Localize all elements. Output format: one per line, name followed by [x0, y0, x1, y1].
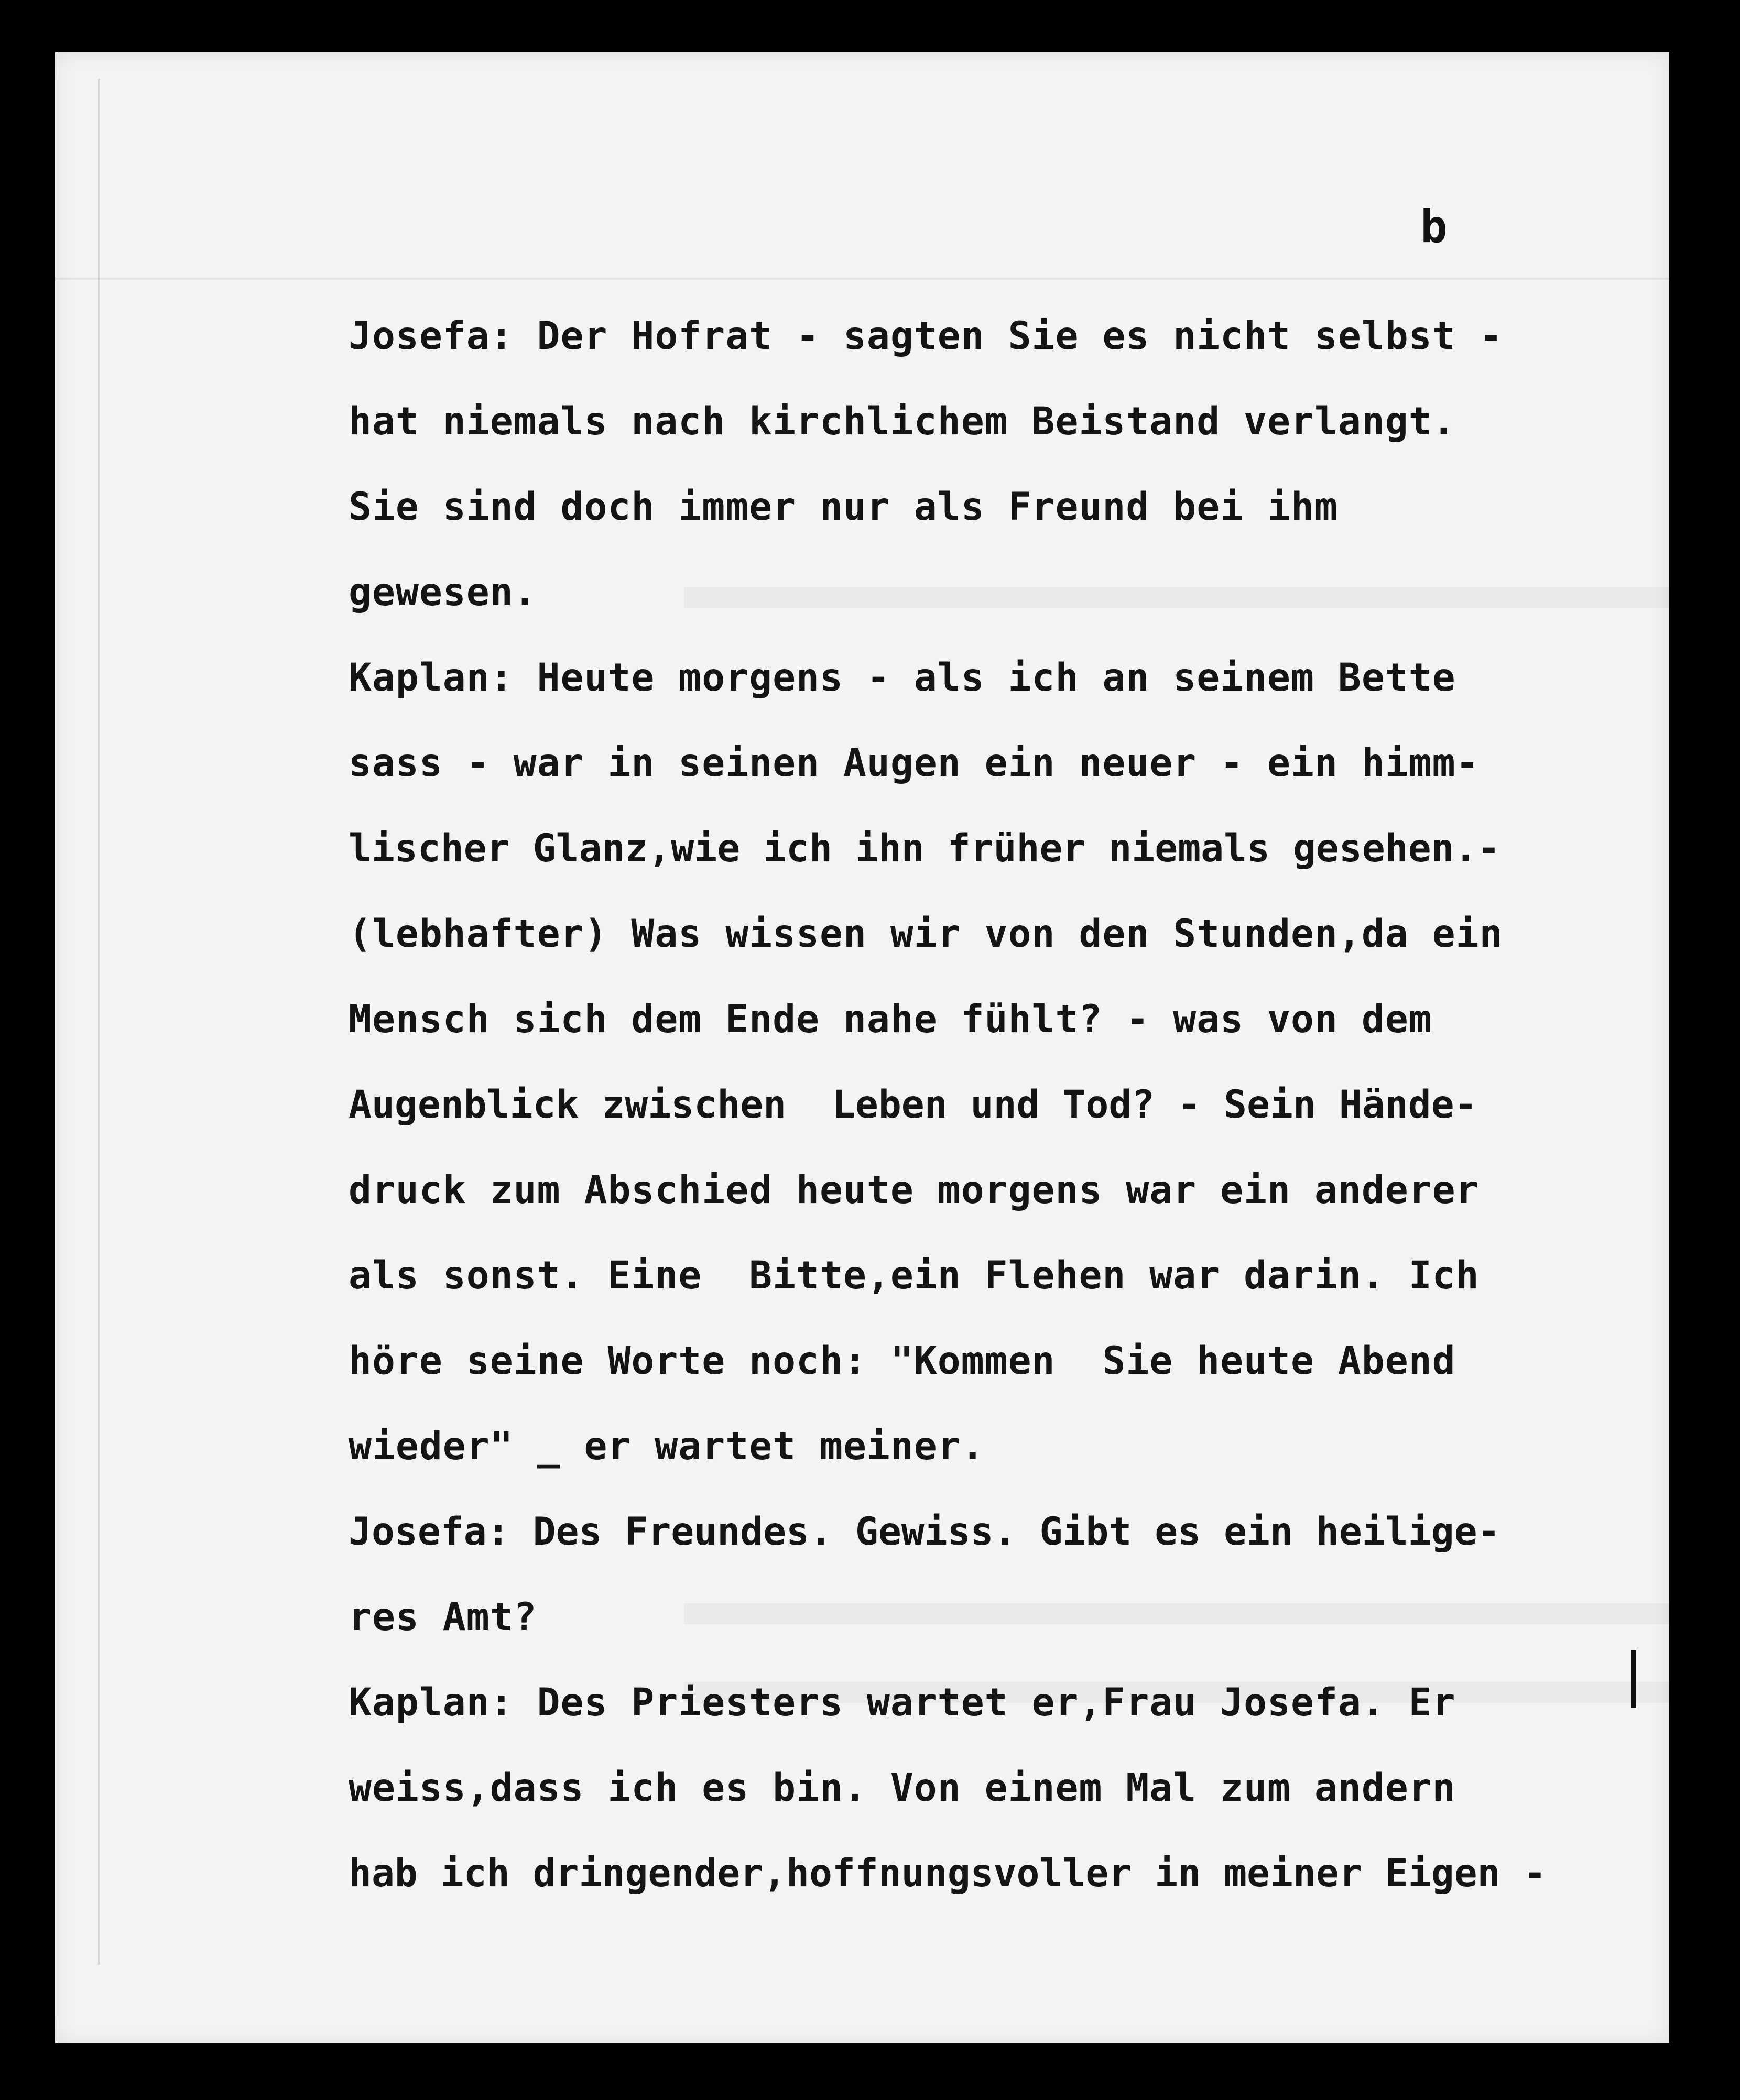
- text-line: Sie sind doch immer nur als Freund bei ihm: [349, 485, 1338, 529]
- text-line: hat niemals nach kirchlichem Beistand verlangt.: [349, 399, 1456, 444]
- text-line: wieder" _ er wartet meiner.: [349, 1424, 985, 1469]
- text-line: Josefa: Der Hofrat - sagten Sie es nicht selbst -: [349, 314, 1503, 358]
- text-line: hab ich dringender,hoffnungsvoller in meiner Eigen -: [349, 1851, 1547, 1896]
- text-line: druck zum Abschied heute morgens war ein anderer: [349, 1168, 1480, 1212]
- text-line: Kaplan: Heute morgens - als ich an seinem Bette: [349, 655, 1456, 700]
- text-line: res Amt?: [349, 1595, 537, 1639]
- text-line: Josefa: Des Freundes. Gewiss. Gibt es ein heilige-: [349, 1510, 1500, 1554]
- dialogue-text: [349, 293, 1659, 1916]
- text-line: als sonst. Eine Bitte,ein Flehen war darin. Ich: [349, 1253, 1480, 1298]
- text-line: gewesen.: [349, 570, 537, 615]
- text-line: Kaplan: Des Priesters wartet er,Frau Josefa. Er: [349, 1680, 1456, 1725]
- text-line: Augenblick zwischen Leben und Tod? - Sein Hände-: [349, 1082, 1477, 1127]
- text-line: sass - war in seinen Augen ein neuer - ein himm-: [349, 741, 1480, 785]
- text-line: Mensch sich dem Ende nahe fühlt? - was von dem: [349, 997, 1432, 1042]
- text-line: (lebhafter) Was wissen wir von den Stunden,da ein: [349, 912, 1503, 956]
- text-line: lischer Glanz,wie ich ihn früher niemals gesehen.-: [349, 826, 1500, 871]
- text-line: höre seine Worte noch: "Kommen Sie heute Abend: [349, 1339, 1456, 1383]
- page-marker: b: [1420, 201, 1448, 253]
- text-line: weiss,dass ich es bin. Von einem Mal zum andern: [349, 1766, 1456, 1810]
- left-margin-rule: [98, 79, 100, 1965]
